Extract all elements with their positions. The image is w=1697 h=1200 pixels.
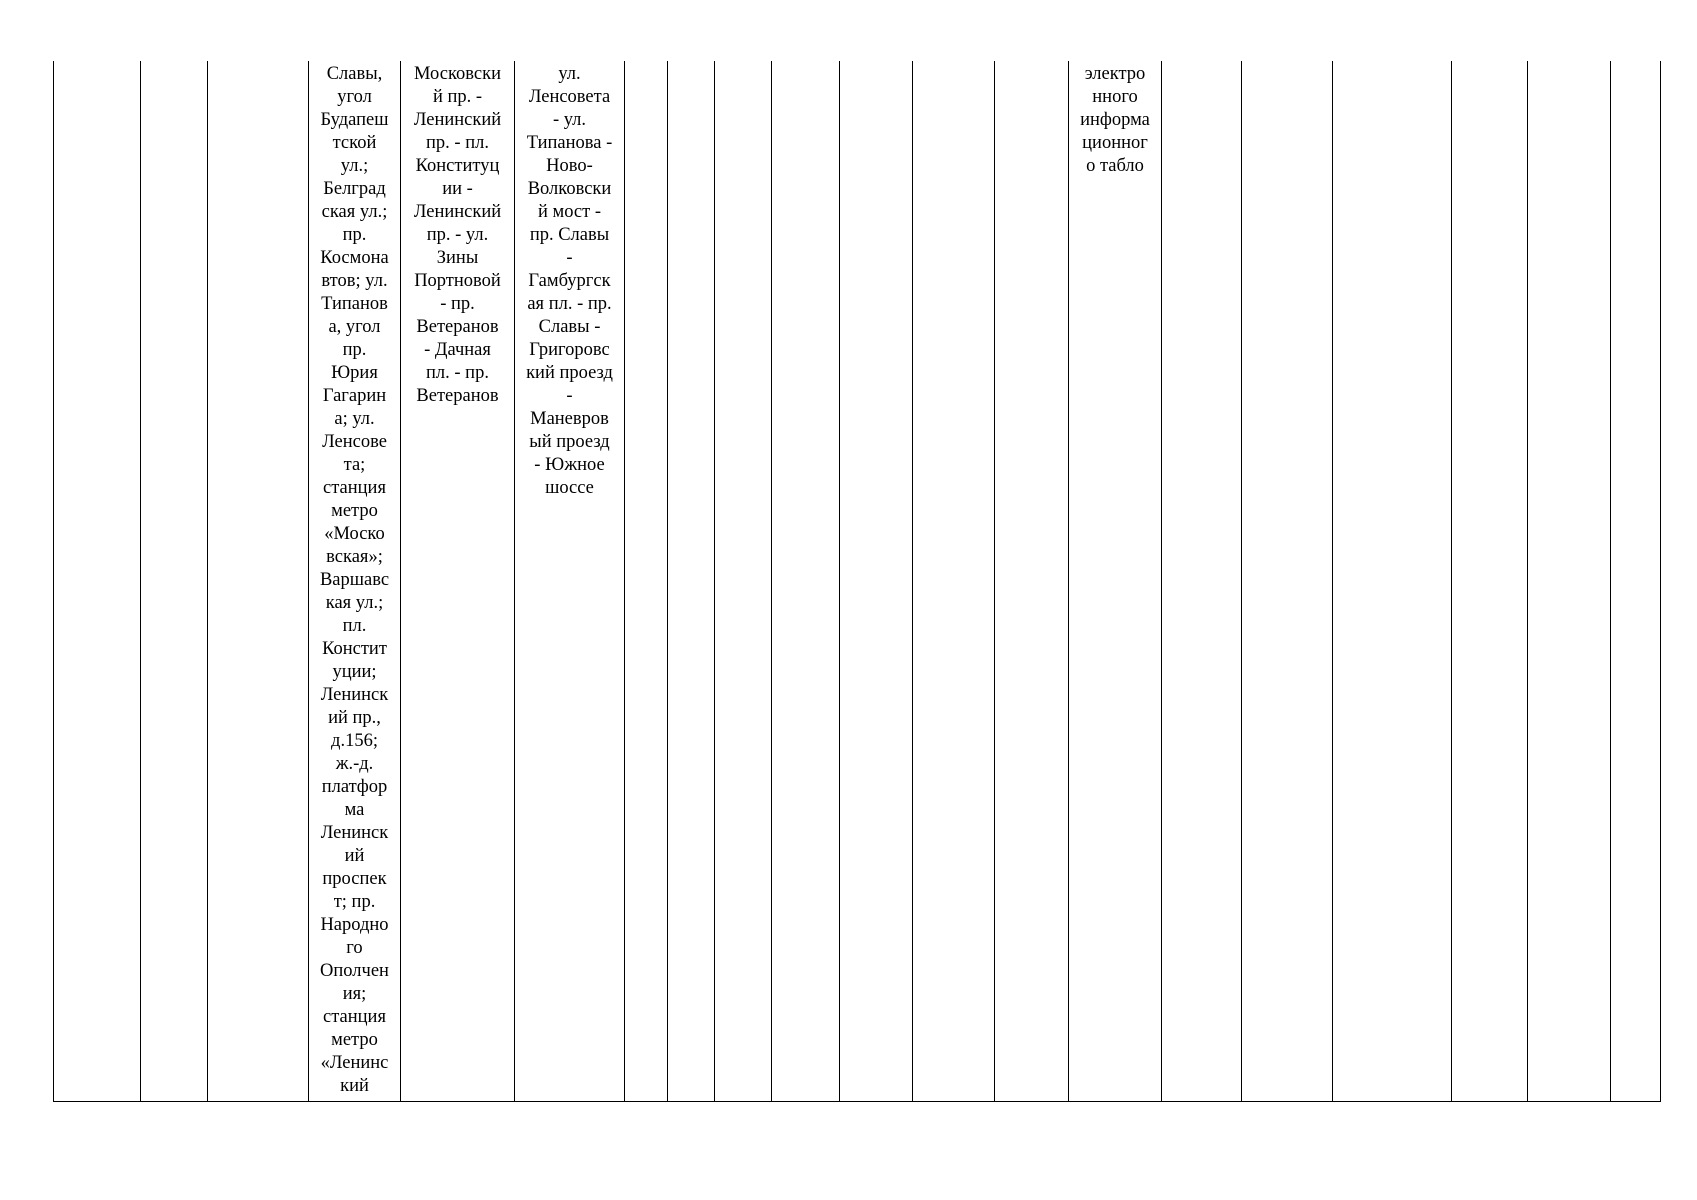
cell-route-backward	[515, 61, 625, 1102]
cell-line: тской	[332, 133, 377, 153]
cell-line: Ветеранов	[416, 317, 499, 337]
cell-line: «Моско	[324, 524, 385, 544]
cell-line: - пр.	[440, 294, 475, 314]
cell-route-forward	[401, 61, 515, 1102]
cell-c2	[141, 61, 208, 1102]
cell-line: -	[566, 386, 573, 406]
cell-line: - Дачная	[424, 340, 491, 360]
cell-c11	[840, 61, 913, 1102]
cell-line: станция	[323, 478, 386, 498]
cell-line: ул.	[558, 64, 581, 84]
cell-line: Конституц	[415, 156, 500, 176]
cell-line: ый проезд	[529, 432, 610, 452]
cell-line: платфор	[321, 777, 388, 797]
cell-line: втов; ул.	[321, 271, 388, 291]
cell-line: Зины	[436, 248, 479, 268]
cell-line: пр.	[342, 225, 367, 245]
cell-line: пр. Славы	[529, 225, 610, 245]
cell-line: Ленинск	[320, 823, 389, 843]
cell-c3	[208, 61, 309, 1102]
cell-line: ж.-д.	[335, 754, 374, 774]
cell-line: станция	[323, 1007, 386, 1027]
cell-line: ия;	[342, 984, 367, 1004]
cell-line: - Южное	[534, 455, 605, 475]
cell-line: Гагарин	[322, 386, 387, 406]
cell-line: вская»;	[326, 547, 383, 567]
cell-c19	[1528, 61, 1611, 1102]
cell-c7	[625, 61, 668, 1102]
cell-line: Варшавс	[319, 570, 390, 590]
cell-c8	[668, 61, 715, 1102]
cell-line: Будапеш	[320, 110, 389, 130]
cell-line: ий пр.,	[328, 708, 381, 728]
cell-c16	[1242, 61, 1333, 1102]
cell-line: д.156;	[331, 731, 378, 751]
cell-line: нного	[1092, 87, 1138, 107]
cell-line: Маневров	[530, 409, 609, 429]
cell-c12	[913, 61, 995, 1102]
cell-info-board	[1069, 61, 1162, 1102]
cell-line: метро	[331, 501, 378, 521]
cell-line: о табло	[1086, 156, 1144, 176]
cell-line: й пр. -	[432, 87, 483, 107]
cell-line: й мост -	[537, 202, 602, 222]
cell-line: кий проезд	[526, 363, 613, 383]
cell-line: пл.	[342, 616, 367, 636]
cell-line: метро	[331, 1030, 378, 1050]
cell-line: Ленсове	[322, 432, 387, 452]
cell-line: ий	[344, 846, 365, 866]
cell-line: уции;	[332, 662, 377, 682]
cell-c1	[54, 61, 141, 1102]
cell-line: Московски	[414, 64, 501, 84]
cell-line: пл. - пр.	[426, 363, 489, 383]
cell-line: ма	[344, 800, 365, 820]
cell-line: Ветеранов	[416, 386, 499, 406]
cell-line: Славы,	[326, 64, 383, 84]
cell-line: т; пр.	[333, 892, 376, 912]
cell-c18	[1452, 61, 1528, 1102]
cell-line: кая ул.;	[325, 593, 384, 613]
cell-line: угол	[337, 87, 372, 107]
cell-line: Типанова -	[526, 133, 613, 153]
cell-line: Типанов	[321, 294, 388, 314]
cell-line: го	[346, 938, 363, 958]
cell-line: -	[566, 248, 573, 268]
cell-line: Космона	[320, 248, 389, 268]
cell-c10	[772, 61, 840, 1102]
cell-line: Белград	[323, 179, 386, 199]
cell-line: шоссе	[545, 478, 594, 498]
cell-line: «Ленинс	[320, 1053, 389, 1073]
cell-line: Ленинский	[413, 110, 502, 130]
cell-line: ии -	[442, 179, 473, 199]
cell-line: Ленинск	[320, 685, 389, 705]
cell-line: информа	[1080, 110, 1150, 130]
cell-line: Народно	[320, 915, 389, 935]
table-row	[54, 61, 1661, 1102]
cell-line: - ул.	[552, 110, 587, 130]
cell-line: ая пл. - пр.	[527, 294, 612, 314]
cell-c20	[1611, 61, 1661, 1102]
cell-line: ул.;	[340, 156, 369, 176]
cell-line: Славы -	[538, 317, 601, 337]
routes-table	[53, 61, 1661, 1102]
cell-line: ская ул.;	[321, 202, 388, 222]
cell-line: Констит	[322, 639, 387, 659]
cell-line: кий	[340, 1076, 369, 1096]
cell-line: а; ул.	[334, 409, 375, 429]
cell-line: Гамбургск	[528, 271, 611, 291]
cell-line: Григоровс	[529, 340, 610, 360]
cell-line: Ленинский	[413, 202, 502, 222]
cell-line: Ново-	[546, 156, 593, 176]
cell-line: Ленсовета	[528, 87, 611, 107]
cell-line: электро	[1084, 64, 1146, 84]
cell-line: Юрия	[331, 363, 378, 383]
cell-line: пр. - ул.	[426, 225, 489, 245]
cell-c13	[995, 61, 1069, 1102]
cell-line: ционног	[1082, 133, 1148, 153]
cell-line: пр.	[342, 340, 367, 360]
cell-line: Волковски	[527, 179, 612, 199]
cell-line: Портновой	[414, 271, 501, 291]
cell-c15	[1162, 61, 1242, 1102]
cell-line: проспек	[322, 869, 387, 889]
cell-line: пр. - пл.	[426, 133, 489, 153]
cell-c17	[1333, 61, 1452, 1102]
cell-line: та;	[343, 455, 366, 475]
cell-c9	[715, 61, 772, 1102]
cell-stops	[309, 61, 401, 1102]
cell-line: Ополчен	[320, 961, 389, 981]
cell-line: а, угол	[328, 317, 381, 337]
